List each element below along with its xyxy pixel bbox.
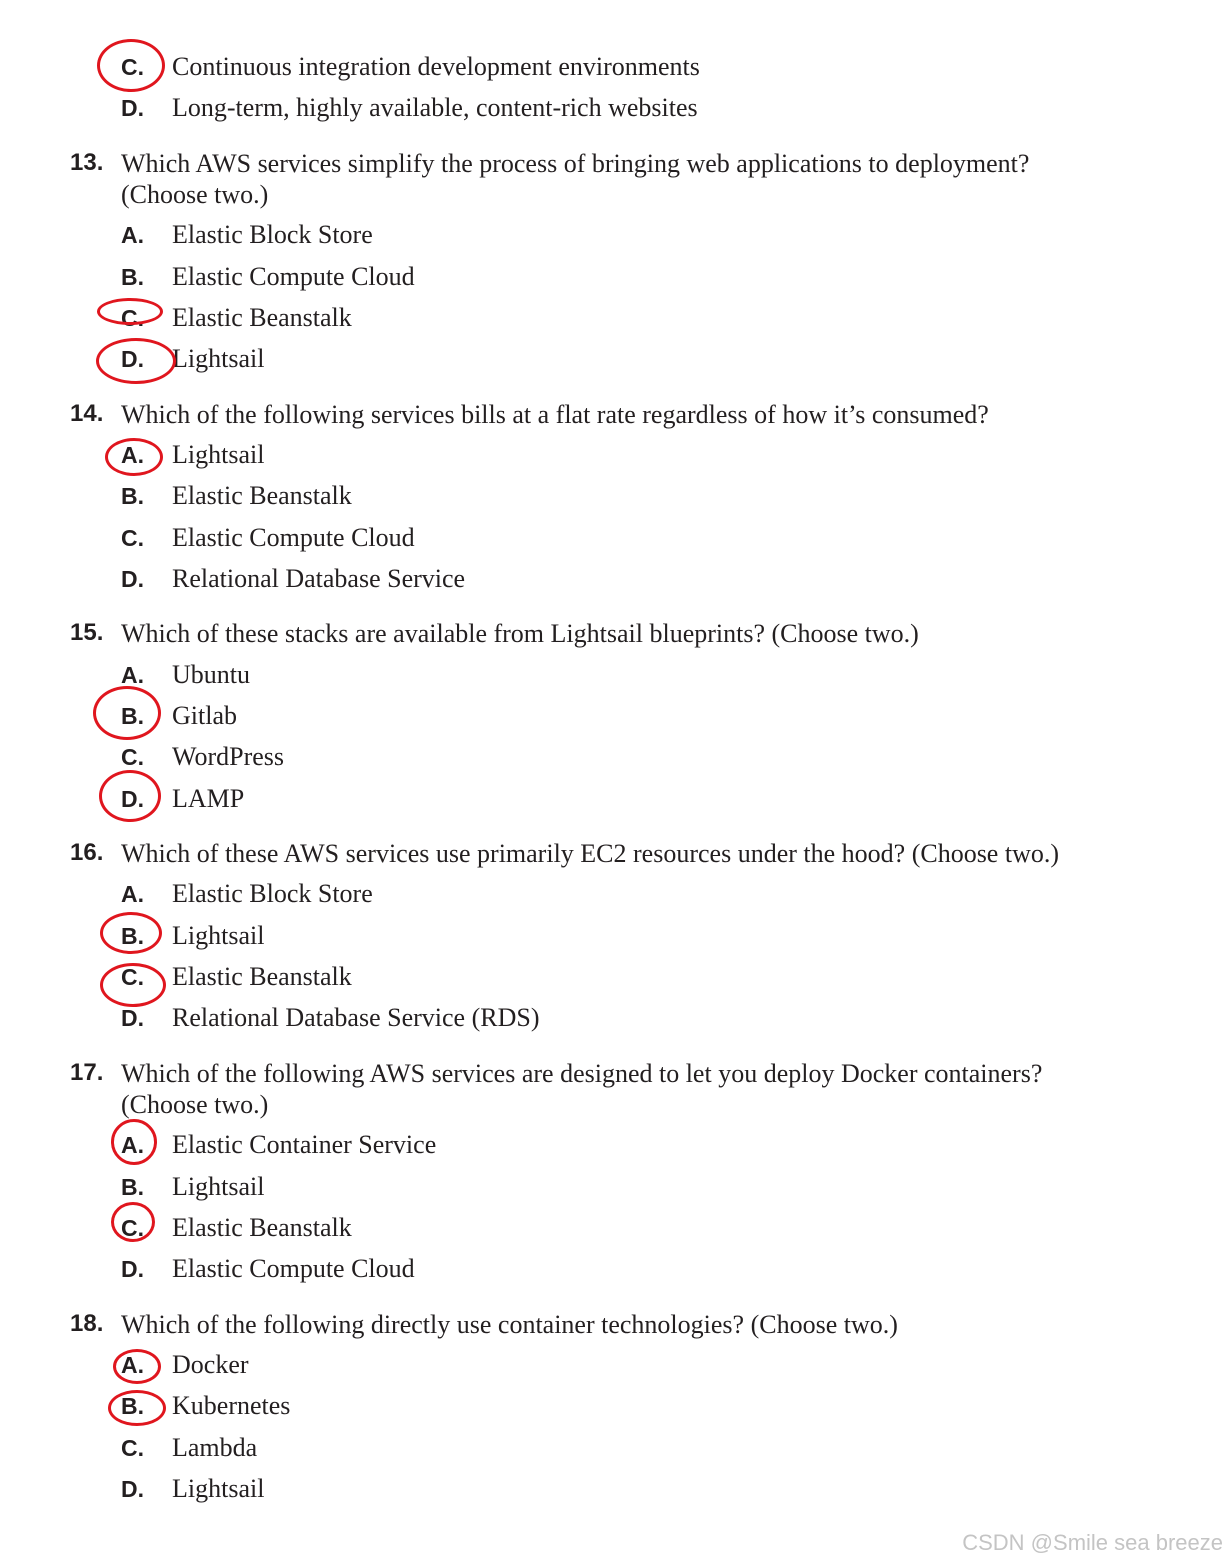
q16-option-c-text: Elastic Beanstalk xyxy=(172,962,352,991)
q18-option-b-text: Kubernetes xyxy=(172,1391,291,1420)
q17-option-d-letter: D. xyxy=(121,1256,144,1282)
q18-number: 18. xyxy=(70,1310,104,1337)
q14-option-b-text: Elastic Beanstalk xyxy=(172,481,352,510)
q16-text: Which of these AWS services use primarily EC2 resources under the hood? (Choose two.) xyxy=(121,839,1060,868)
q12-option-d-letter: D. xyxy=(121,95,144,121)
q16-option-a-text: Elastic Block Store xyxy=(172,879,373,908)
q16-option-d-letter: D. xyxy=(121,1005,144,1031)
q15-option-b-text: Gitlab xyxy=(172,701,237,730)
q14-option-d-text: Relational Database Service xyxy=(172,564,466,593)
q17-number: 17. xyxy=(70,1059,104,1086)
q13-option-d-letter: D. xyxy=(121,346,144,372)
q15-option-a-text: Ubuntu xyxy=(172,660,250,689)
q14-number: 14. xyxy=(70,400,104,427)
q15-option-a-letter: A. xyxy=(121,662,144,688)
q17-option-a-letter: A. xyxy=(121,1132,144,1158)
q14-option-d-letter: D. xyxy=(121,566,144,592)
q18-option-a-text: Docker xyxy=(172,1350,249,1379)
q15-option-d-text: LAMP xyxy=(172,784,245,813)
q17-option-b-text: Lightsail xyxy=(172,1172,265,1201)
q13-text: Which AWS services simplify the process of bringing web applications to deployment? (Choose two.) xyxy=(121,149,1030,209)
q12-option-c-text: Continuous integration development environments xyxy=(172,52,700,81)
q12-option-c-letter: C. xyxy=(121,54,144,80)
q17-option-c-letter: C. xyxy=(121,1215,144,1241)
q14-text: Which of the following services bills at a flat rate regardless of how it’s consumed? xyxy=(121,400,989,429)
q16-option-c-letter: C. xyxy=(121,964,144,990)
q13-number: 13. xyxy=(70,149,104,176)
q18-text: Which of the following directly use container technologies? (Choose two.) xyxy=(121,1310,898,1339)
q14-option-c-text: Elastic Compute Cloud xyxy=(172,523,415,552)
q18-option-d-letter: D. xyxy=(121,1476,144,1502)
q14-option-b-letter: B. xyxy=(121,483,144,509)
q16-option-a-letter: A. xyxy=(121,881,144,907)
q15-option-c-letter: C. xyxy=(121,744,144,770)
q13-option-b-letter: B. xyxy=(121,264,144,290)
q17-option-c-text: Elastic Beanstalk xyxy=(172,1213,352,1242)
q18-option-a-letter: A. xyxy=(121,1352,144,1378)
q17-text: Which of the following AWS services are designed to let you deploy Docker containers? (Choose two.) xyxy=(121,1059,1043,1119)
q14-option-a-letter: A. xyxy=(121,442,144,468)
q15-text: Which of these stacks are available from Lightsail blueprints? (Choose two.) xyxy=(121,619,919,648)
q17-option-d-text: Elastic Compute Cloud xyxy=(172,1254,415,1283)
q17-option-a-text: Elastic Container Service xyxy=(172,1130,437,1159)
q13-option-d-text: Lightsail xyxy=(172,344,265,373)
q16-option-b-text: Lightsail xyxy=(172,921,265,950)
q13-option-a-text: Elastic Block Store xyxy=(172,220,373,249)
q18-option-c-text: Lambda xyxy=(172,1433,258,1462)
q18-option-c-letter: C. xyxy=(121,1435,144,1461)
q12-option-d-text: Long-term, highly available, content-rich websites xyxy=(172,93,698,122)
q14-option-a-text: Lightsail xyxy=(172,440,265,469)
q13-option-a-letter: A. xyxy=(121,222,144,248)
q15-option-b-letter: B. xyxy=(121,703,144,729)
watermark: CSDN @Smile sea breeze xyxy=(962,1530,1223,1555)
q16-option-b-letter: B. xyxy=(121,923,144,949)
q18-option-b-letter: B. xyxy=(121,1393,144,1419)
q13-option-c-text: Elastic Beanstalk xyxy=(172,303,352,332)
q13-option-c-letter: C. xyxy=(121,305,144,331)
q17-option-b-letter: B. xyxy=(121,1174,144,1200)
q18-option-d-text: Lightsail xyxy=(172,1474,265,1503)
q16-option-d-text: Relational Database Service (RDS) xyxy=(172,1003,540,1032)
q15-option-d-letter: D. xyxy=(121,786,144,812)
q13-option-b-text: Elastic Compute Cloud xyxy=(172,262,415,291)
q15-option-c-text: WordPress xyxy=(172,742,285,771)
q15-number: 15. xyxy=(70,619,104,646)
q14-option-c-letter: C. xyxy=(121,525,144,551)
q16-number: 16. xyxy=(70,839,104,866)
